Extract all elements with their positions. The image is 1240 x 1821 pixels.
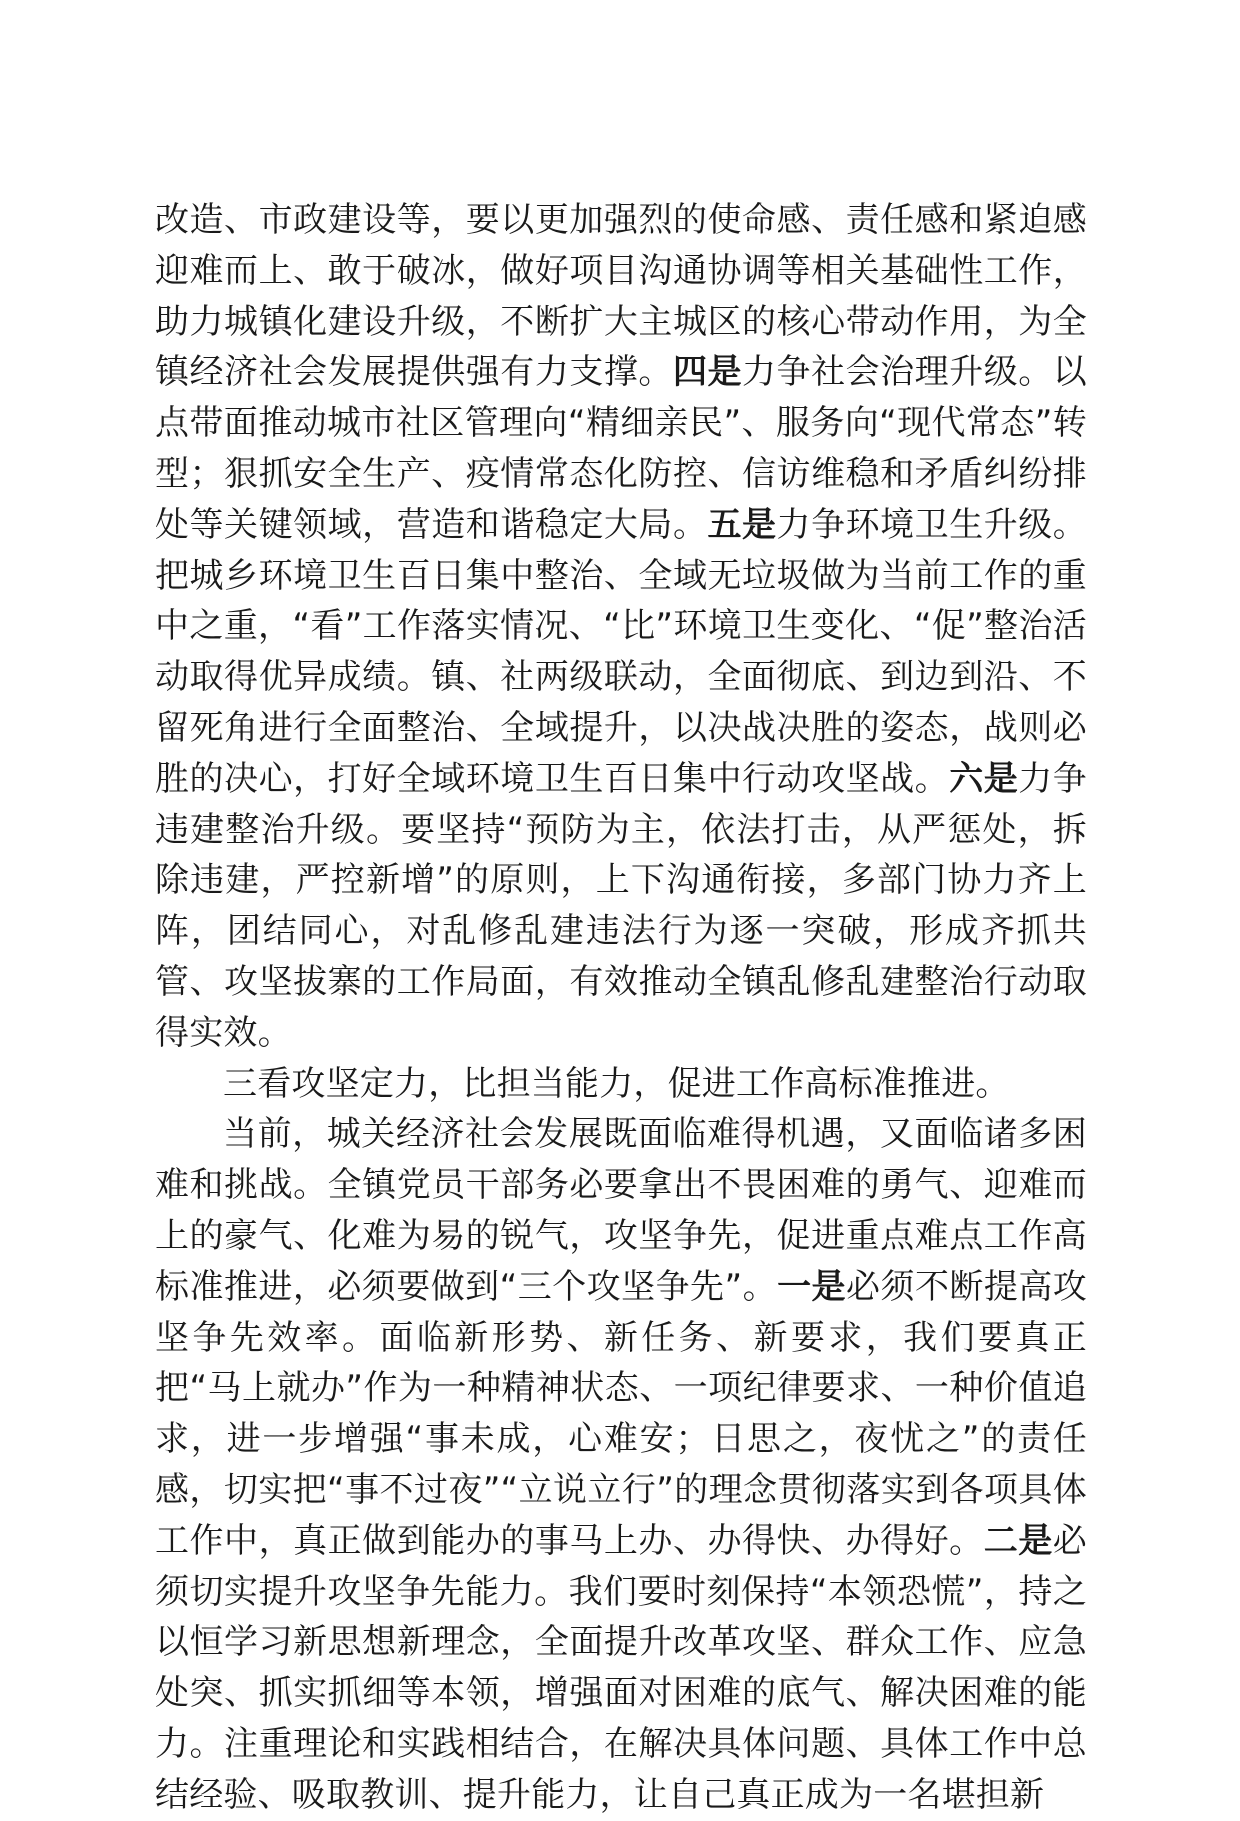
text-run: 改造、市政建设等，要以更加强烈的使命感、责任感和紧迫感迎难而上、敢于破冰，做好项目沟通协调等相关基础性工作，助力城镇化建设升级，不断扩大主城区的核心带动作用，为全镇经济社会发展提供强有力支撑。 [155,200,1087,393]
text-run: 必须不断提高攻坚争先效率。面临新形势、新任务、新要求，我们要真正把“马上就办”作为一种精神状态、一项纪律要求、一种价值追求，进一步增强“事未成，心难安；日思之，夜忧之”的责任感，切实把“事不过夜”“立说立行”的理念贯彻落实到各项具体工作中，真正做到能办的事马上办、办得快、办得好。 [155,1266,1088,1561]
bold-lead-4: 四是 [672,352,743,393]
document-page [155,195,1087,1821]
text-run: 力争环境卫生升级。把城乡环境卫生百日集中整治、全域无垃圾做为当前工作的重中之重，“看”工作落实情况、“比”环境卫生变化、“促”整治活动取得优异成绩。镇、社两级联动，全面彻底、到边到沿、不留死角进行全面整治、全域提升，以决战决胜的姿态，战则必胜的决心，打好全域环境卫生百日集中行动攻坚战。 [155,504,1087,799]
bold-lead-1: 一是 [777,1266,847,1307]
text-run: 当前，城关经济社会发展既面临难得机遇，又面临诸多困难和挑战。全镇党员干部务必要拿出不畏困难的勇气、迎难而上的豪气、化难为易的锐气，攻坚争先，促进重点难点工作高标准推进，必须要做到“三个攻坚争先”。 [155,1114,1087,1307]
text-run: 力争社会治理升级。以点带面推动城市社区管理向“精细亲民”、服务向“现代常态”转型；狠抓安全生产、疫情常态化防控、信访维稳和矛盾纠纷排处等关键领域，营造和谐稳定大局。 [155,352,1088,545]
paragraph-body [155,1109,1087,1820]
paragraph-continued [155,195,1087,1059]
text-run: 必须切实提升攻坚争先能力。我们要时刻保持“本领恐慌”，持之以恒学习新思想新理念，全面提升改革攻坚、群众工作、应急处突、抓实抓细等本领，增强面对困难的底气、解决困难的能力。注重理论和实践相结合，在解决具体问题、具体工作中总结经验、吸取教训、提升能力，让自己真正成为一名堪担新 [155,1520,1087,1815]
bold-lead-5: 五是 [707,504,777,545]
section-heading: 三看攻坚定力，比担当能力，促进工作高标准推进。 [223,1063,1010,1104]
bold-lead-2: 二是 [983,1520,1053,1561]
text-run: 力争违建整治升级。要坚持“预防为主，依法打击，从严惩处，拆除违建，严控新增”的原则，上下沟通衔接，多部门协力齐上阵，团结同心，对乱修乱建违法行为逐一突破，形成齐抓共管、攻坚拔寨的工作局面，有效推动全镇乱修乱建整治行动取得实效。 [155,758,1087,1053]
bold-lead-6: 六是 [949,758,1019,799]
